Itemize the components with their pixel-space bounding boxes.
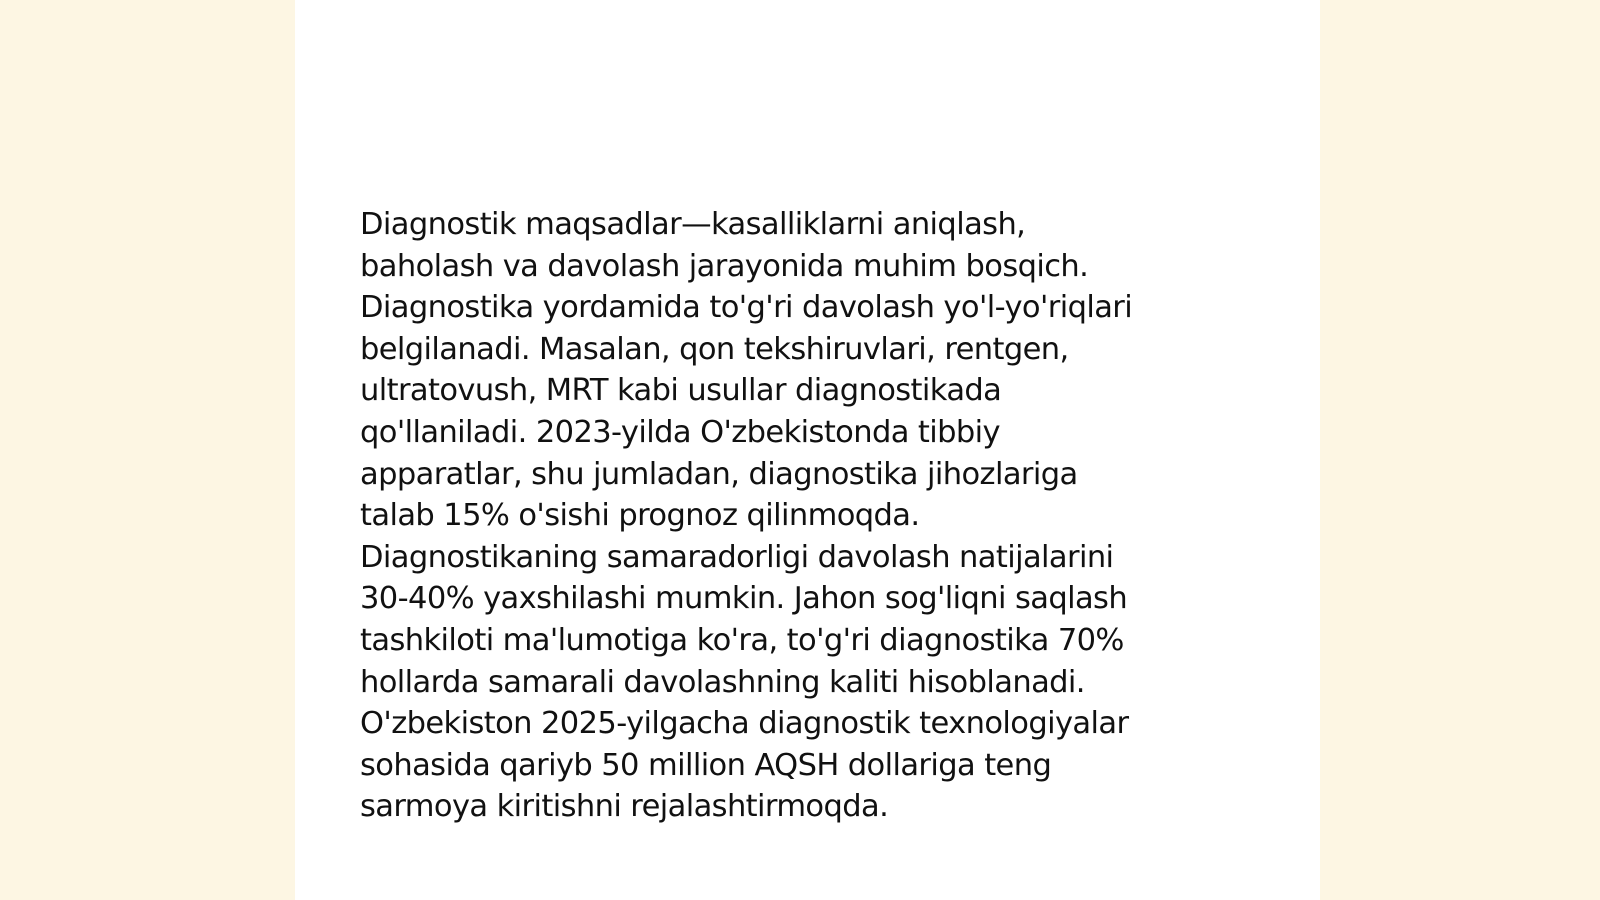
- body-paragraph: Diagnostik maqsadlar—kasalliklarni aniqlash, baholash va davolash jarayonida muhim bosqich. Diagnostika yordamida to'g'ri davolash yo'l-yo'riqlari belgilanadi. Masalan, qon tekshiruvlari, rentgen, ultratovush, MRT kabi usullar diagnostikada qo'llaniladi. 2023-yilda O'zbekistonda tibbiy apparatlar, shu jumladan, diagnostika jihozlariga talab 15% o'sishi prognoz qilinmoqda. Diagnostikaning samaradorligi davolash natijalarini 30-40% yaxshilashi mumkin. Jahon sog'liqni saqlash tashkiloti ma'lumotiga ko'ra, to'g'ri diagnostika 70% hollarda samarali davolashning kaliti hisoblanadi. O'zbekiston 2025-yilgacha diagnostik texnologiyalar sohasida qariyb 50 million AQSH dollariga teng sarmoya kiritishni rejalashtirmoqda.: [360, 207, 1133, 825]
- document-page: [295, 0, 1320, 900]
